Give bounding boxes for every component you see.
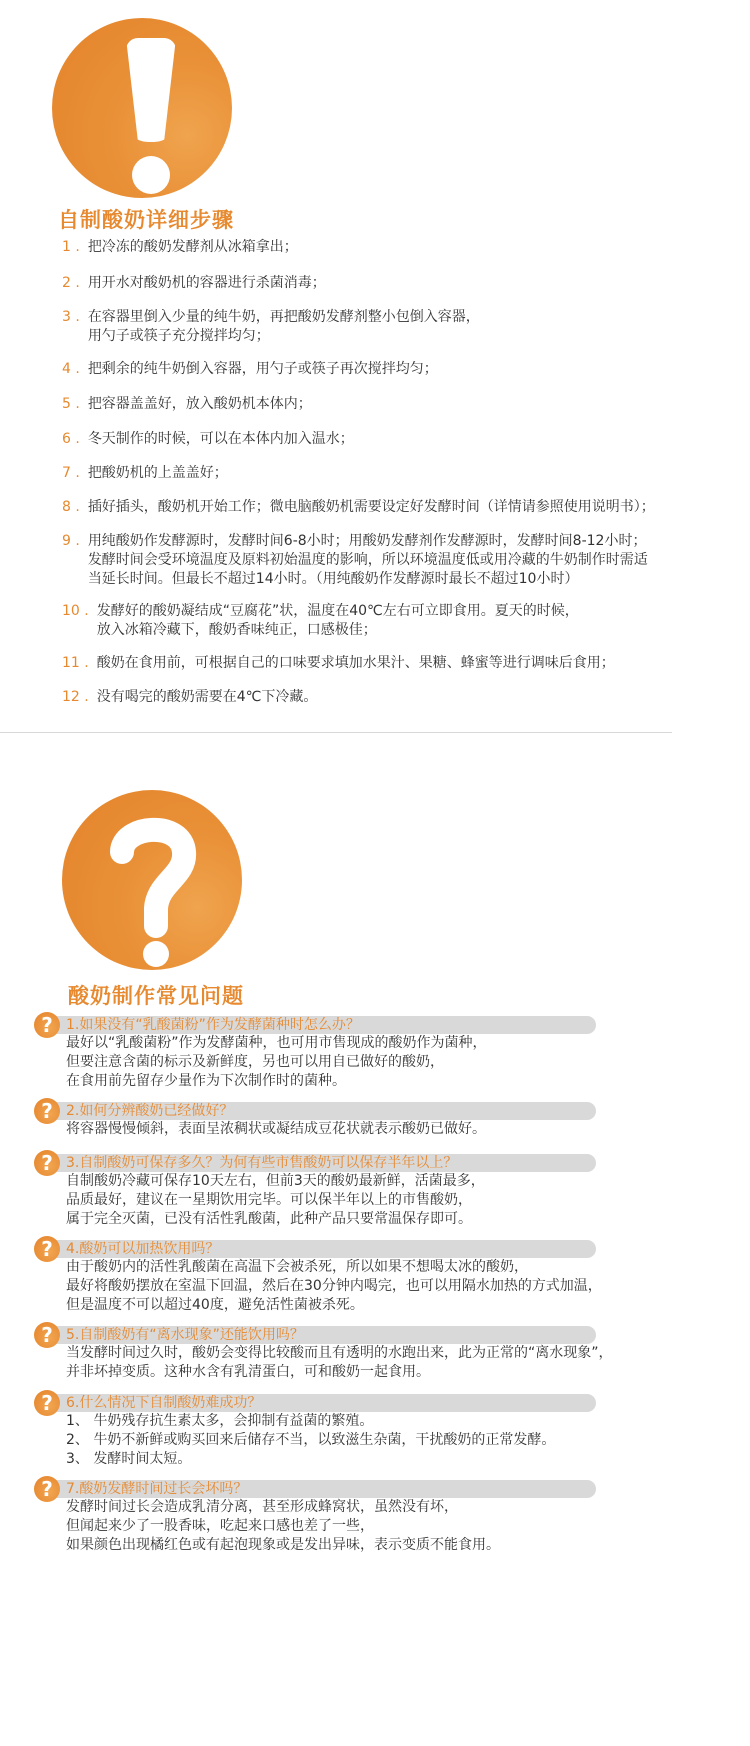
step-text: 没有喝完的酸奶需要在4℃下冷藏。 (96, 689, 318, 705)
step-item (62, 602, 682, 640)
question-icon (62, 790, 242, 970)
question-mark-icon: ? (34, 1476, 60, 1502)
step-text: 在容器里倒入少量的纯牛奶，再把酸奶发酵剂整小包倒入容器， 用勺子或筷子充分搅拌均匀； (87, 309, 480, 344)
step-text: 冬天制作的时候，可以在本体内加入温水； (87, 431, 354, 447)
step-number: 8 . (62, 499, 80, 515)
step-number: 2 . (62, 275, 80, 291)
step-number: 5 . (62, 396, 80, 412)
question-mark-icon: ? (34, 1098, 60, 1124)
step-text: 用开水对酸奶机的容器进行杀菌消毒； (87, 275, 326, 291)
step-text: 插好插头，酸奶机开始工作；微电脑酸奶机需要设定好发酵时间（详情请参照使用说明书）； (87, 499, 655, 515)
step-number: 7 . (62, 465, 80, 481)
step-number: 3 . (62, 309, 80, 325)
step-number: 11 . (62, 655, 89, 671)
exclamation-icon (52, 18, 232, 198)
faq-answer: 由于酸奶内的活性乳酸菌在高温下会被杀死，所以如果不想喝太冰的酸奶， 最好将酸奶摆放在室温下回温，然后在30分钟内喝完，也可以用隔水加热的方式加温， 但是温度不可以超过40度，避免活性菌被杀死。 (66, 1259, 602, 1313)
step-item (62, 395, 682, 414)
faq-question: 4.酸奶可以加热饮用吗？ (66, 1241, 220, 1257)
step-item (62, 238, 682, 257)
step-text: 用纯酸奶作发酵源时，发酵时间6-8小时；用酸奶发酵剂作发酵源时，发酵时间8-12小时； 发酵时间会受环境温度及原料初始温度的影响，所以环境温度低或用冷藏的牛奶制作时需适 当延长时间。但最长不超过14小时。（用纯酸奶作发酵源时最长不超过10小时） (87, 533, 648, 587)
step-text: 把冷冻的酸奶发酵剂从冰箱拿出； (87, 239, 298, 255)
step-item (62, 274, 682, 293)
faq-question: 3.自制酸奶可保存多久？为何有些市售酸奶可以保存半年以上？ (66, 1155, 458, 1171)
step-item (62, 688, 682, 707)
step-number: 1 . (62, 239, 80, 255)
question-mark-icon: ? (34, 1322, 60, 1348)
step-item (62, 654, 682, 673)
faq-answer: 当发酵时间过久时，酸奶会变得比较酸而且有透明的水跑出来，此为正常的“离水现象”， 并非坏掉变质。这种水含有乳清蛋白，可和酸奶一起食用。 (66, 1345, 613, 1380)
faq-question: 1.如果没有“乳酸菌粉”作为发酵菌种时怎么办？ (66, 1017, 360, 1033)
step-number: 12 . (62, 689, 89, 705)
question-mark-icon: ? (34, 1012, 60, 1038)
section-divider (0, 732, 672, 733)
step-item (62, 430, 682, 449)
section2-title: 酸奶制作常见问题 (68, 984, 244, 1008)
step-item (62, 532, 682, 589)
step-item (62, 308, 682, 346)
step-text: 把酸奶机的上盖盖好； (87, 465, 228, 481)
step-number: 9 . (62, 533, 80, 549)
step-text: 发酵好的酸奶凝结成“豆腐花”状，温度在40℃左右可立即食用。夏天的时候， 放入冰箱冷藏下，酸奶香味纯正，口感极佳； (96, 603, 579, 638)
question-mark-icon: ? (34, 1236, 60, 1262)
faq-answer: 自制酸奶冷藏可保存10天左右，但前3天的酸奶最新鲜，活菌最多， 品质最好，建议在一星期饮用完毕。可以保半年以上的市售酸奶， 属于完全灭菌，已没有活性乳酸菌，此种产品只要常温保存即可。 (66, 1173, 485, 1227)
step-item (62, 498, 682, 517)
faq-question: 7.酸奶发酵时间过长会坏吗？ (66, 1481, 248, 1497)
faq-answer: 发酵时间过长会造成乳清分离，甚至形成蜂窝状，虽然没有坏， 但闻起来少了一股香味，吃起来口感也差了一些， 如果颜色出现橘红色或有起泡现象或是发出异味，表示变质不能食用。 (66, 1499, 500, 1553)
step-number: 6 . (62, 431, 80, 447)
question-mark-icon: ? (34, 1390, 60, 1416)
faq-question: 5.自制酸奶有“离水现象”还能饮用吗？ (66, 1327, 304, 1343)
step-item (62, 464, 682, 483)
faq-question: 2.如何分辨酸奶已经做好？ (66, 1103, 234, 1119)
question-mark-icon: ? (34, 1150, 60, 1176)
step-item (62, 360, 682, 379)
faq-answer: 最好以“乳酸菌粉”作为发酵菌种，也可用市售现成的酸奶作为菌种， 但要注意含菌的标示及新鲜度，另也可以用自已做好的酸奶， 在食用前先留存少量作为下次制作时的菌种。 (66, 1035, 487, 1089)
step-number: 4 . (62, 361, 80, 377)
step-text: 酸奶在食用前，可根据自己的口味要求填加水果汁、果糖、蜂蜜等进行调味后食用； (96, 655, 615, 671)
section1-title: 自制酸奶详细步骤 (58, 208, 234, 232)
faq-question: 6.什么情况下自制酸奶难成功？ (66, 1395, 262, 1411)
faq-answer: 1、 牛奶残存抗生素太多，会抑制有益菌的繁殖。 2、 牛奶不新鲜或购买回来后储存不当，以致滋生杂菌，干扰酸奶的正常发酵。 3、 发酵时间太短。 (66, 1413, 556, 1467)
faq-answer: 将容器慢慢倾斜，表面呈浓稠状或凝结成豆花状就表示酸奶已做好。 (66, 1121, 486, 1137)
step-text: 把容器盖盖好，放入酸奶机本体内； (87, 396, 312, 412)
step-number: 10 . (62, 603, 89, 619)
step-text: 把剩余的纯牛奶倒入容器，用勺子或筷子再次搅拌均匀； (87, 361, 438, 377)
